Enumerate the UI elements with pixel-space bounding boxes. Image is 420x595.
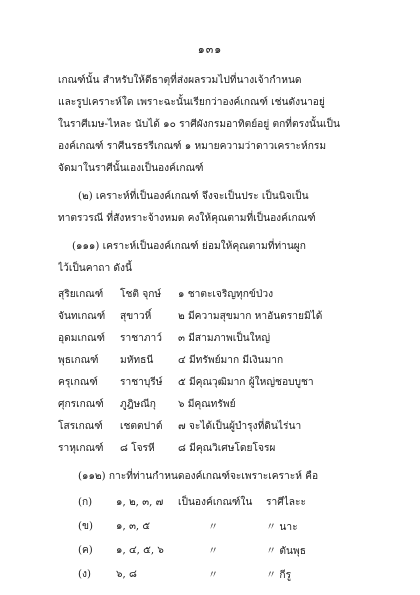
summary-mark: (ก): [78, 497, 93, 508]
row-planet: พุธเกณฑ์: [58, 355, 99, 366]
page-number: ๑๓๑: [197, 43, 223, 56]
row-house: ราชาภาว์: [120, 333, 162, 344]
row-effect: ๔ มีทรัพย์มาก มีเงินมาก: [178, 355, 284, 366]
row-effect: ๒ มีความสุขมาก หาอันตรายมิได้: [178, 311, 323, 322]
para2-line-2: ทาตรวรณี ที่สังหราะจ้างหมด คงให้คุณตามที่เป็นองค์เกณฑ์: [58, 213, 316, 224]
row-house: ราชาบุรีษ์: [120, 377, 163, 388]
row-house: เชตตปาต์: [120, 421, 163, 432]
para1-line-1: เกณฑ์นั้น สำหรับให้ดีธาตุที่ส่งผลรวมไปที่นางเจ้ากำหนด: [58, 75, 302, 86]
row-planet: ราหุเกณฑ์: [58, 443, 104, 454]
row-house: มหัทธนี: [120, 355, 154, 366]
row-house: โชติ จุกษ์: [120, 289, 162, 300]
summary-house: ราศีไละะ: [266, 497, 306, 508]
para4-line: (๑๑๒) กาะที่ท่านกำหนดองค์เกณฑ์จะเพราะเคราะห์ คือ: [78, 471, 319, 482]
summary-mark: (ง): [78, 569, 91, 580]
summary-house: 〃 นาะ: [266, 522, 298, 533]
summary-desc: เป็นองค์เกณฑ์ใน: [178, 497, 253, 508]
summary-desc: 〃: [208, 546, 219, 557]
para1-line-5: จัดมาในราศีนั้นเองเป็นองค์เกณฑ์: [58, 163, 204, 174]
summary-nums: ๖, ๘: [116, 569, 137, 580]
summary-desc: 〃: [208, 570, 219, 581]
summary-nums: ๑, ๓, ๕: [116, 521, 151, 532]
summary-mark: (ค): [78, 545, 93, 556]
para2-line-1: (๒) เคราะห์ที่เป็นองค์เกณฑ์ จึงจะเป็นประ เป็นนิจเป็น: [78, 191, 309, 202]
row-effect: ๖ มีคุณทรัพย์: [178, 399, 236, 410]
para3-line-1: (๑๑๑) เคราะห์เป็นองค์เกณฑ์ ย่อมให้คุณตามที่ท่านผูก: [72, 241, 306, 252]
row-planet: โสรเกณฑ์: [58, 421, 103, 432]
para3-line-2: ไว้เป็นคาถา ดังนี้: [58, 263, 132, 274]
row-house: สุขาวหิ์: [120, 311, 152, 322]
summary-desc: 〃: [208, 522, 219, 533]
summary-nums: ๑, ๔, ๕, ๖: [116, 545, 164, 556]
row-planet: อุดมเกณฑ์: [58, 333, 106, 344]
para1-line-4: องค์เกณฑ์ ราศีนรธรรีเกณฑ์ ๑ หมายความว่าดาวเคราะห์กรม: [58, 141, 327, 152]
row-house: ภูฎิษณีกุ: [120, 399, 156, 410]
summary-mark: (ข): [78, 521, 93, 532]
summary-nums: ๑, ๒, ๓, ๗: [116, 497, 164, 508]
row-effect: ๕ มีคุณวุฒิมาก ผู้ใหญ่ชอบบูชา: [178, 377, 314, 388]
summary-house: 〃 กีรู: [266, 570, 292, 581]
row-effect: ๘ มีคุณวิเศษโดยโจรผ: [178, 443, 276, 454]
row-house: ๘ โจรหี: [120, 443, 155, 454]
row-planet: ศุกรเกณฑ์: [58, 399, 104, 410]
row-effect: ๑ ชาตะเจริญทุกข์ป่วง: [178, 289, 274, 300]
row-effect: ๗ จะได้เป็นผู้บำรุงที่ดินไร่นา: [178, 421, 302, 432]
summary-house: 〃 ตันพุธ: [266, 546, 306, 557]
row-planet: สุริยเกณฑ์: [58, 289, 104, 300]
row-planet: ครุเกณฑ์: [58, 377, 98, 388]
para1-line-2: และรูปเคราะห์ใด เพราะฉะนั้นเรียกว่าองค์เกณฑ์ เช่นดังนาอยู่: [58, 97, 325, 108]
row-planet: จันทเกณฑ์: [58, 311, 106, 322]
row-effect: ๓ มีสามภาพเป็นใหญ่: [178, 333, 271, 344]
para1-line-3: ในราศีเมษ-ไหละ นับได้ ๑๐ ราศีผังกรมอาทิตย์อยู่ ตกที่ตรงนั้นเป็น: [58, 119, 340, 130]
